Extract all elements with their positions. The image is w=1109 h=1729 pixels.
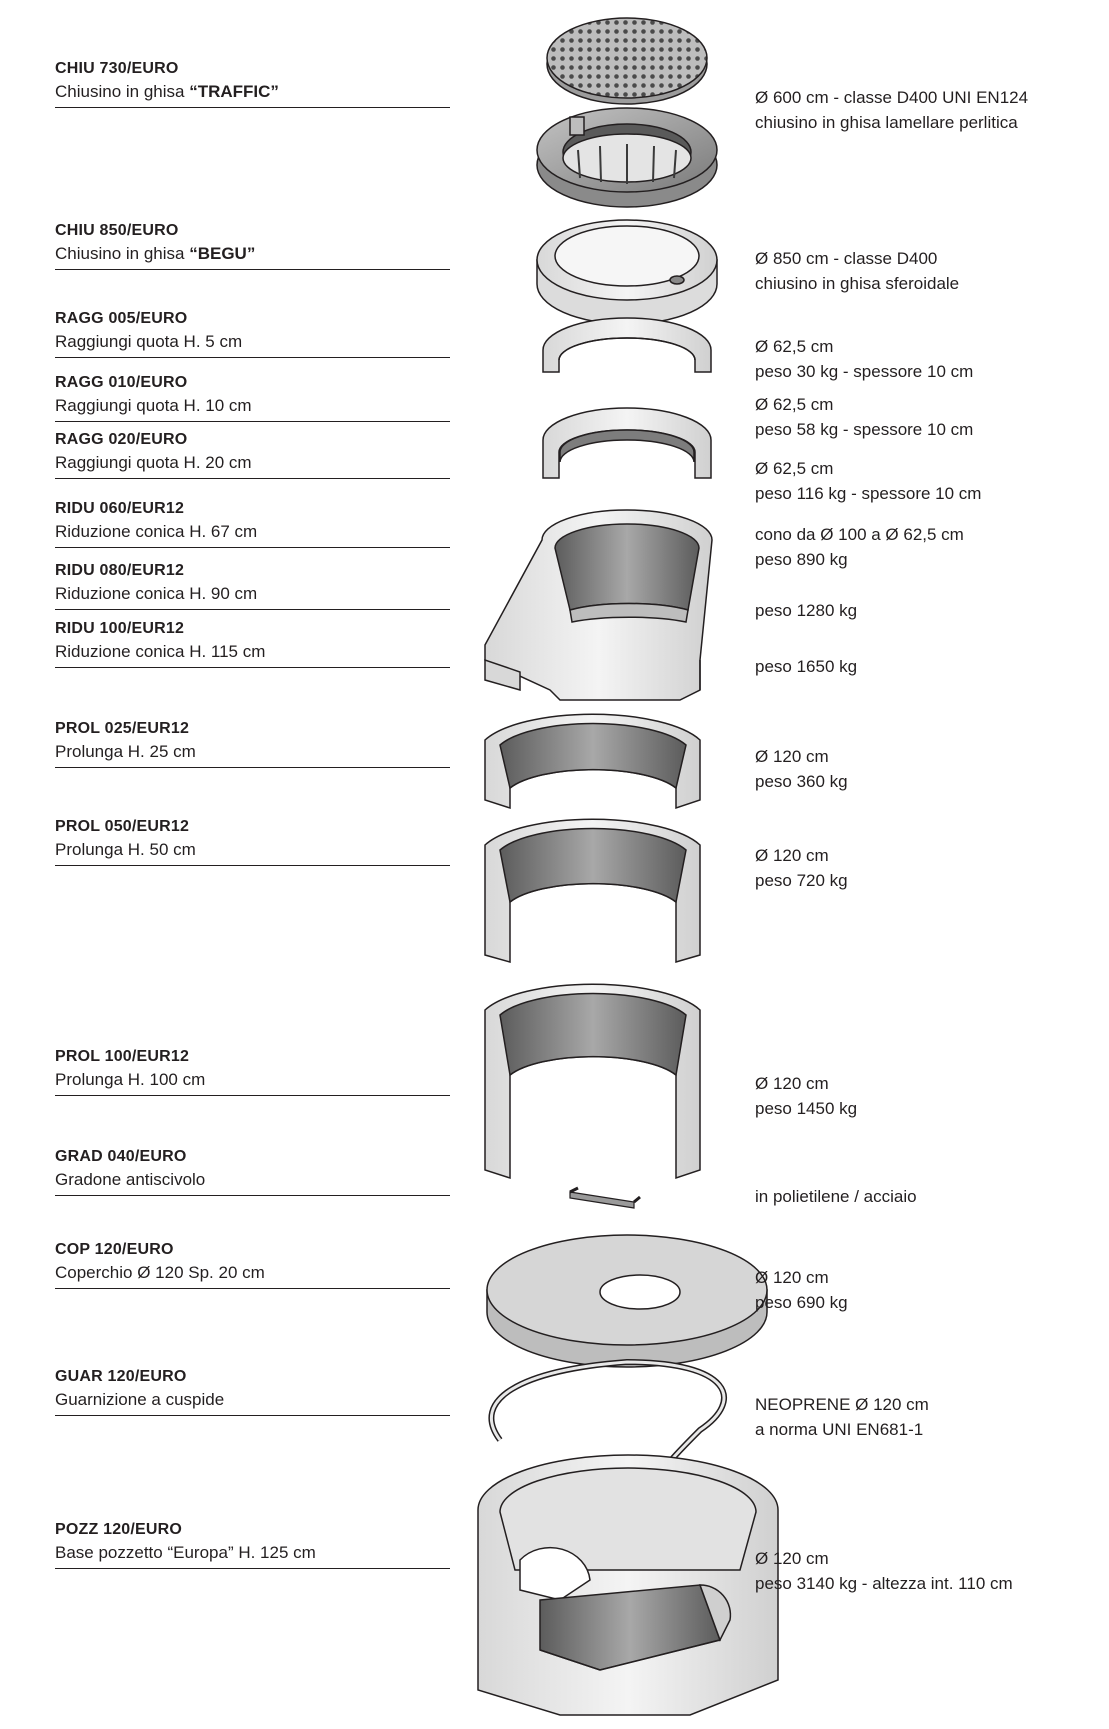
component-desc: Raggiungi quota H. 20 cm [55,453,252,472]
spec-line: Ø 600 cm - classe D400 UNI EN124 [755,88,1029,107]
spec-ridu-060 [755,522,1095,572]
label-ragg-010 [55,372,450,422]
spec-line: cono da Ø 100 a Ø 62,5 cm [755,525,964,544]
component-code: RAGG 020/EURO [55,431,188,448]
extension-ring-50cm [485,819,700,962]
label-cop-120 [55,1239,450,1289]
spec-line: chiusino in ghisa lamellare perlitica [755,113,1018,132]
spec-prol-100 [755,1071,1095,1121]
label-prol-100 [55,1046,450,1096]
cover-slab [487,1235,767,1367]
spec-line: Ø 850 cm - classe D400 [755,249,938,268]
spec-guar-120 [755,1392,1095,1442]
begu-cover [537,220,717,324]
component-code: RAGG 010/EURO [55,374,188,391]
spec-line: chiusino in ghisa sferoidale [755,274,960,293]
label-chiu-730 [55,58,450,108]
spec-line: peso 360 kg [755,772,848,791]
spec-ragg-005 [755,334,1095,384]
label-ridu-100 [55,618,450,668]
label-ragg-020 [55,429,450,479]
spec-line: peso 690 kg [755,1293,848,1312]
spec-line: peso 1450 kg [755,1099,858,1118]
spec-line: Ø 120 cm [755,1549,829,1568]
traffic-cover-frame [537,108,717,207]
component-code: CHIU 730/EURO [55,60,179,77]
spec-line: peso 3140 kg - altezza int. 110 cm [755,1574,1013,1593]
reduction-cone [485,510,712,700]
label-ridu-060 [55,498,450,548]
component-desc: Riduzione conica H. 67 cm [55,522,258,541]
spec-line: peso 116 kg - spessore 10 cm [755,484,982,503]
spec-ridu-100 [755,654,1095,679]
spec-line: NEOPRENE Ø 120 cm [755,1395,929,1414]
spec-line: peso 1650 kg [755,657,858,676]
label-guar-120 [55,1366,450,1416]
spec-line: Ø 120 cm [755,747,829,766]
label-pozz-120 [55,1519,450,1569]
label-ragg-005 [55,308,450,358]
spec-line: peso 1280 kg [755,601,858,620]
label-ridu-080 [55,560,450,610]
component-desc: Raggiungi quota H. 5 cm [55,332,243,351]
spec-line: peso 890 kg [755,550,848,569]
component-code: RIDU 060/EUR12 [55,500,185,517]
component-desc: Prolunga H. 100 cm [55,1070,206,1089]
spec-ragg-020 [755,456,1095,506]
spec-line: Ø 120 cm [755,1074,829,1093]
component-desc: Chiusino in ghisa “BEGU” [55,244,256,263]
spec-line: in polietilene / acciaio [755,1187,917,1206]
extension-ring-25cm [485,714,700,808]
extension-ring-100cm [485,984,700,1178]
spec-line: Ø 120 cm [755,1268,829,1287]
spec-ridu-080 [755,598,1095,623]
anti-slip-step [570,1188,640,1208]
component-desc: Coperchio Ø 120 Sp. 20 cm [55,1263,265,1282]
component-desc: Base pozzetto “Europa” H. 125 cm [55,1543,316,1562]
component-code: RIDU 100/EUR12 [55,620,185,637]
component-code: PROL 100/EUR12 [55,1048,190,1065]
spec-line: Ø 62,5 cm [755,337,834,356]
spec-ragg-010 [755,392,1095,442]
component-desc: Guarnizione a cuspide [55,1390,225,1409]
component-code: GUAR 120/EURO [55,1368,187,1385]
component-code: PROL 025/EUR12 [55,720,190,737]
component-desc: Prolunga H. 50 cm [55,840,196,859]
spec-chiu-850 [755,246,1095,296]
component-code: RAGG 005/EURO [55,310,188,327]
component-desc: Raggiungi quota H. 10 cm [55,396,252,415]
component-code: CHIU 850/EURO [55,222,179,239]
manhole-base [478,1455,778,1715]
component-code: COP 120/EURO [55,1241,174,1258]
component-desc: Gradone antiscivolo [55,1170,206,1189]
component-desc: Chiusino in ghisa “TRAFFIC” [55,82,279,101]
label-prol-025 [55,718,450,768]
raise-ring-5cm [543,318,711,382]
component-code: POZZ 120/EURO [55,1521,183,1538]
spec-prol-050 [755,843,1095,893]
component-code: PROL 050/EUR12 [55,818,190,835]
spec-prol-025 [755,744,1095,794]
component-desc: Riduzione conica H. 115 cm [55,642,266,661]
component-desc: Prolunga H. 25 cm [55,742,196,761]
spec-line: a norma UNI EN681-1 [755,1420,924,1439]
label-grad-040 [55,1146,450,1196]
spec-line: peso 30 kg - spessore 10 cm [755,362,974,381]
spec-line: peso 720 kg [755,871,848,890]
spec-grad-040 [755,1184,1095,1209]
spec-chiu-730 [755,85,1095,135]
component-code: GRAD 040/EURO [55,1148,187,1165]
label-chiu-850 [55,220,450,270]
traffic-grate-cover [547,18,707,104]
spec-line: Ø 62,5 cm [755,395,834,414]
raise-ring-10cm [543,408,711,478]
spec-line: Ø 62,5 cm [755,459,834,478]
spec-line: Ø 120 cm [755,846,829,865]
label-prol-050 [55,816,450,866]
component-desc: Riduzione conica H. 90 cm [55,584,258,603]
spec-line: peso 58 kg - spessore 10 cm [755,420,974,439]
component-code: RIDU 080/EUR12 [55,562,185,579]
spec-cop-120 [755,1265,1095,1315]
spec-pozz-120 [755,1546,1095,1596]
